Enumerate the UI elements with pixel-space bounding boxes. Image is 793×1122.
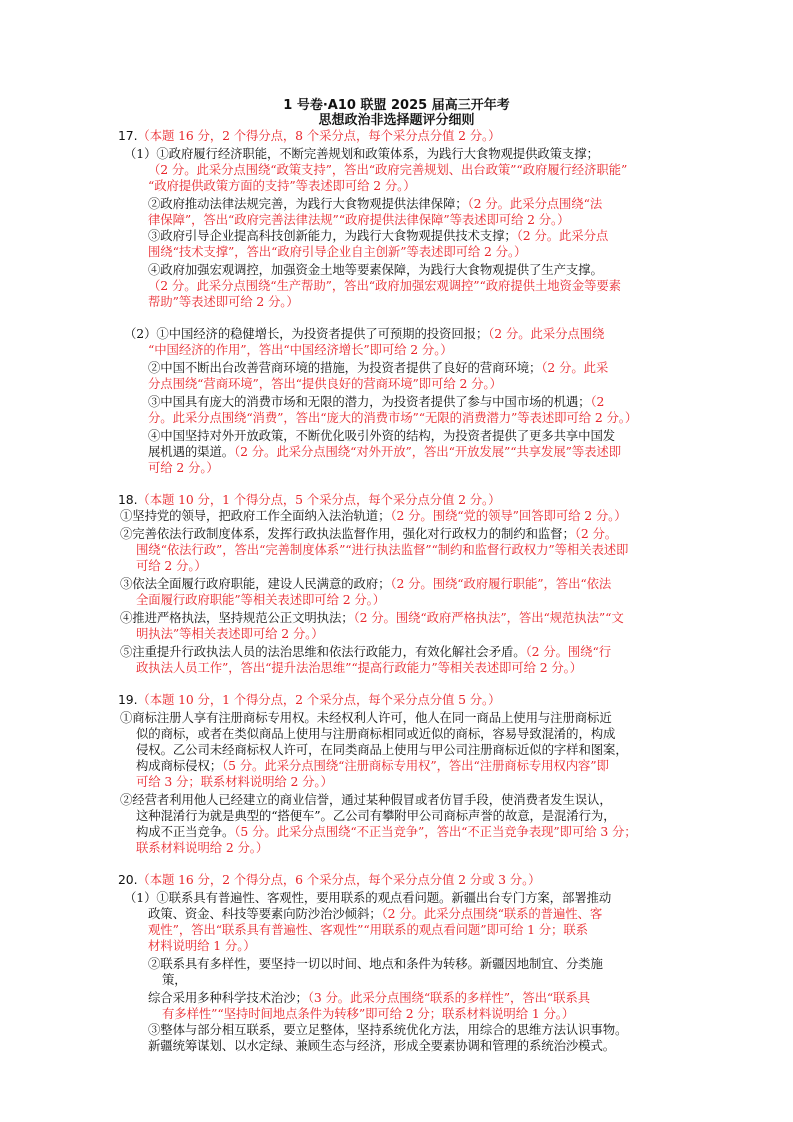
answer-text: 这种混淆行为就是典型的“搭便车”。乙公司有攀附甲公司商标声誉的故意，是混淆行为，	[136, 808, 616, 823]
answer-text: （1）①联系具有普遍性、客观性，要用联系的观点看问题。新疆出台专门方案，部署推动	[124, 890, 612, 905]
text-line	[118, 872, 540, 888]
text-line	[148, 428, 615, 444]
scoring-note: 全面履行政府职能”等相关表述即可给 2 分。）	[136, 592, 386, 607]
text-line	[124, 890, 611, 906]
scoring-note: 分。此采分点围绕“消费”，答出“庞大的消费市场”“无限的消费潜力”等表述即可给 2 分。）	[148, 410, 638, 425]
scoring-note: （5 分。此采分点围绕“注册商标专用权”，答出“注册商标专用权内容”即	[222, 758, 609, 773]
text-line	[136, 592, 385, 608]
answer-text: ③整体与部分相互联系，要立足整体，坚持系统优化方法，用综合的思维方法认识事物。	[148, 1022, 628, 1037]
scoring-note: （2 分。此采	[541, 360, 609, 375]
text-line	[136, 660, 582, 676]
scoring-note: 帮助”等表述即可给 2 分。）	[148, 294, 299, 309]
scoring-note: 围绕“依法行政”，答出“完善制度体系”“进行执法监督”“制约和监督行政权力”等相关表述即	[136, 542, 629, 557]
answer-text: ③政府引导企业提高科技创新能力，为践行大食物观提供技术支撑；	[148, 228, 517, 243]
text-line	[148, 938, 256, 954]
scoring-note: “政府提供政策方面的支持”等表述即可给 2 分。）	[148, 178, 416, 193]
text-line	[148, 360, 608, 376]
answer-text: 展机遇的渠道。	[148, 444, 235, 459]
text-line	[136, 840, 268, 856]
question-number: 19.	[118, 692, 138, 707]
scoring-note: （2 分。此采分点围绕	[488, 326, 605, 341]
scoring-note: 有多样性”“坚持时间地点条件为转移”即可给 2 分；联系材料说明给 1 分。）	[162, 1006, 575, 1021]
document-title: 1 号卷·A10 联盟 2025 届高三开年考	[283, 98, 510, 113]
answer-text: ③依法全面履行政府职能，建设人民满意的政府；	[120, 576, 391, 591]
text-line	[162, 1006, 574, 1022]
scoring-note: （2 分。围绕“党的领导”回答即可给 2 分。）	[390, 508, 627, 523]
text-line	[148, 228, 608, 244]
scoring-note: （本题 10 分，1 个得分点，5 个采分点，每个采分点分值 2 分。）	[137, 492, 501, 507]
text-line	[120, 644, 611, 660]
text-line	[124, 326, 604, 342]
text-line	[148, 1038, 615, 1054]
scoring-note: （2 分。此采分点围绕“联系的普遍性、客	[381, 906, 603, 921]
scoring-note: （本题 16 分，2 个得分点，8 个采分点，每个采分点分值 2 分。）	[137, 128, 501, 143]
answer-text: ③中国具有庞大的消费市场和无限的潜力，为投资者提供了参与中国市场的机遇；	[148, 394, 591, 409]
scoring-note: 可给 2 分。）	[148, 460, 219, 475]
scoring-note: （2 分。	[574, 526, 618, 541]
question-number: 20.	[118, 872, 138, 887]
text-line	[120, 710, 612, 726]
answer-text: （1）①政府履行经济职能，不断完善规划和政策体系，为践行大食物观提供政策支撑；	[124, 146, 599, 161]
answer-text: ④推进严格执法，坚持规范公正文明执法；	[120, 610, 354, 625]
text-line	[120, 792, 612, 808]
text-line	[120, 508, 627, 524]
answer-text: ②中国不断出台改善营商环境的措施，为投资者提供了良好的营商环境；	[148, 360, 542, 375]
answer-text: ②经营者利用他人已经建立的商业信誉，通过某种假冒或者仿冒手段，使消费者发生误认，	[120, 792, 612, 807]
answer-text: 政策、资金、科技等要素向防沙治沙倾斜；	[148, 906, 382, 921]
scoring-note: （5 分。此采分点围绕“不正当竞争”，答出“不正当竞争表现”即可给 3 分；	[234, 824, 637, 839]
answer-text: ②完善依法行政制度体系，发挥行政执法监督作用，强化对行政权力的制约和监督；	[120, 526, 575, 541]
text-line	[148, 342, 453, 358]
answer-text: 构成商标侵权；	[136, 758, 223, 773]
text-line	[148, 444, 621, 460]
text-line	[148, 460, 219, 476]
scoring-note: “中国经济的作用”，答出“中国经济增长”即可给 2 分。）	[148, 342, 453, 357]
text-line	[136, 558, 207, 574]
scoring-note: 观性”，答出“联系具有普遍性、客观性”“用联系的观点看问题”即可给 1 分；联系	[148, 922, 588, 937]
scoring-note: （本题 10 分，1 个得分点，2 个采分点，每个采分点分值 5 分。）	[137, 692, 501, 707]
scoring-note: （2 分。围绕“政府严格执法”，答出“规范执法”“文	[353, 610, 624, 625]
scoring-note: 分点围绕“营商环境”，答出“提供良好的营商环境”即可给 2 分。）	[148, 376, 502, 391]
scoring-note: （2 分。围绕“政府履行职能”，答出“依法	[390, 576, 612, 591]
answer-text: ①坚持党的领导，把政府工作全面纳入法治轨道；	[120, 508, 391, 523]
scoring-note: 律保障”，答出“政府完善法律法规”“政府提供法律保障”等表述即可给 2 分。）	[148, 212, 570, 227]
text-line	[136, 808, 616, 824]
scoring-note: 政执法人员工作”，答出“提升法治思维”“提高行政能力”等相关表述即可给 2 分。）	[136, 660, 583, 675]
text-line	[136, 758, 609, 774]
scoring-note: （2 分。此采分点围绕“生产帮助”，答出“政府加强宏观调控”“政府提供土地资金等要素	[148, 278, 621, 293]
text-line	[148, 922, 588, 938]
scoring-note: 围绕“技术支撑”，答出“政府引导企业自主创新”等表述即可给 2 分。）	[148, 244, 527, 259]
answer-text: ②联系具有多样性，要坚持一切以时间、地点和条件为转移。新疆因地制宜、分类施	[148, 956, 603, 971]
answer-text: ④政府加强宏观调控，加强资金土地等要素保障，为践行大食物观提供了生产支撑。	[148, 262, 603, 277]
text-line	[162, 972, 187, 988]
text-line	[136, 742, 628, 758]
text-line	[118, 128, 500, 144]
text-line	[148, 376, 502, 392]
text-line	[118, 692, 500, 708]
scoring-note: （2 分。此采分点	[516, 228, 609, 243]
text-line	[148, 178, 416, 194]
text-line	[148, 196, 602, 212]
text-line	[148, 212, 569, 228]
answer-text: 策，	[162, 972, 187, 987]
text-line	[148, 906, 602, 922]
text-line	[120, 526, 617, 542]
scoring-note: （2 分。此采分点围绕“政策支持”，答出“政府完善规划、出台政策”“政府履行经济职能”	[148, 162, 628, 177]
scoring-note: 可给 3 分；联系材料说明给 2 分。）	[136, 774, 333, 789]
answer-text: 似的商标，或者在类似商品上使用与注册商标相同或近似的商标，容易导致混淆的，构成	[136, 726, 616, 741]
text-line	[136, 824, 637, 840]
text-line	[148, 294, 299, 310]
document-subtitle: 思想政治非选择题评分细则	[318, 113, 475, 128]
answer-text: 侵权。乙公司未经商标权人许可，在同类商品上使用与甲公司注册商标近似的字样和图案，	[136, 742, 628, 757]
text-line	[136, 542, 628, 558]
text-line	[148, 278, 621, 294]
answer-text: 构成不正当竞争。	[136, 824, 235, 839]
scoring-note: 材料说明给 1 分。）	[148, 938, 256, 953]
text-line	[136, 774, 333, 790]
question-number: 17.	[118, 128, 138, 143]
answer-text: 新疆统筹谋划、以水定绿、兼顾生态与经济，形成全要素协调和管理的系统治沙模式。	[148, 1038, 616, 1053]
answer-text: ②政府推动法律法规完善，为践行大食物观提供法律保障；	[148, 196, 468, 211]
text-line	[124, 146, 599, 162]
text-line	[120, 610, 624, 626]
text-line	[136, 626, 324, 642]
scoring-note: 可给 2 分。）	[136, 558, 207, 573]
text-line	[120, 576, 611, 592]
scoring-note: （3 分。此采分点围绕“联系的多样性”，答出“联系具	[307, 990, 591, 1005]
text-line	[118, 492, 500, 508]
answer-text: 综合采用多种科学技术治沙；	[148, 990, 308, 1005]
scoring-note: （2 分。此采分点围绕“法	[467, 196, 603, 211]
answer-text: （2）①中国经济的稳健增长，为投资者提供了可预期的投资回报；	[124, 326, 489, 341]
answer-text: ④中国坚持对外开放政策，不断优化吸引外资的结构，为投资者提供了更多共享中国发	[148, 428, 616, 443]
answer-text: ⑤注重提升行政执法人员的法治思维和依法行政能力，有效化解社会矛盾。	[120, 644, 526, 659]
scoring-note: 联系材料说明给 2 分。）	[136, 840, 269, 855]
text-line	[148, 990, 590, 1006]
scoring-note: 明执法”等相关表述即可给 2 分。）	[136, 626, 324, 641]
text-line	[148, 244, 526, 260]
text-line	[148, 394, 604, 410]
answer-text: ①商标注册人享有注册商标专用权。未经权利人许可，他人在同一商品上使用与注册商标近	[120, 710, 612, 725]
text-line	[148, 262, 603, 278]
text-line	[148, 162, 627, 178]
text-line	[148, 1022, 627, 1038]
text-line	[148, 956, 603, 972]
scoring-note: （2	[590, 394, 605, 409]
question-number: 18.	[118, 492, 138, 507]
text-line	[136, 726, 615, 742]
scoring-note: （2 分。此采分点围绕“对外开放”，答出“开放发展”“共享发展”等表述即	[234, 444, 622, 459]
text-line	[148, 410, 637, 426]
scoring-note: （2 分。围绕“行	[525, 644, 611, 659]
scoring-note: （本题 16 分，2 个得分点，6 个采分点，每个采分点分值 2 分或 3 分。）	[137, 872, 541, 887]
